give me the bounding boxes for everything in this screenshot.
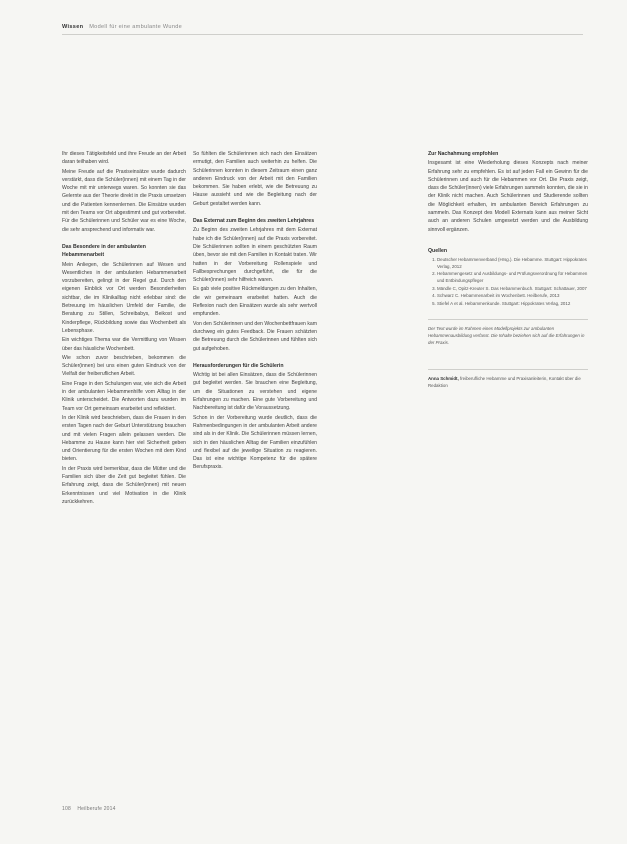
header-subtitle: Modell für eine ambulante Wunde [89,24,183,30]
publication-name: Heilberufe 2014 [77,806,116,812]
section-label: Wissen [62,24,84,30]
subheading: Herausforderungen für die Schülerin [193,362,284,369]
subheading: Das Externat zum Beginn des zweiten Lehrjahres [193,218,315,225]
column-1 [62,150,186,507]
running-header [62,24,182,30]
author-box [428,369,588,390]
subheading: Zur Nachahmung empfohlen [428,151,499,157]
page-number: 108 [62,806,71,812]
sources-heading: Quellen [428,247,448,254]
header-rule [62,34,583,35]
source-item: 5. Stiefel A et al. Hebammenkunde. Stuttgart: Hippokrates Verlag, 2012 [437,301,588,308]
paragraph: Ein wichtiges Thema war die Vermittlung von Wissen über das häusliche Wochenbett. [62,337,186,352]
paragraph: Wichtig ist bei allen Einsätzen, dass die Schülerinnen gut begleitet werden. Sie brauchen eine Begleitung, um die Situationen zu verstehen und eigene Erfahrungen zu machen. Eine gute Vorbereitung und Nachbereitung ist dafür die Voraussetzung. [193,372,317,412]
subheading: Das Besondere in der ambulanten Hebammenarbeit [62,243,146,259]
paragraph: Es gab viele positive Rückmeldungen zu den Inhalten, die wir gemeinsam erarbeitet hatten. Auch die Reflexion nach den Einsätzen wurde als sehr wertvoll empfunden. [193,286,317,318]
page-footer [62,806,116,812]
paragraph: Zu Beginn des zweiten Lehrjahres mit dem Externat habe ich die Schüler(innen) auf die Praxis vorbereitet. Die Schülerinnen sollten in einem geschützten Raum üben, bevor sie mit den Familien in Kontakt traten. Wir hatten in der Vorbereitung Rollenspiele und Fallbesprechungen durchgeführt, die für die Schüler(innen) sehr hilfreich waren. [193,227,317,284]
source-item: 4. Schwarz C. Hebammenarbeit im Wochenbett. Heilberufe, 2013 [437,293,588,300]
paragraph: So fühlten die Schülerinnen sich nach den Einsätzen ermutigt, den Familien auch weiterhin zu helfen. Die Schülerinnen konnten in diesem Zeitraum einen ganz anderen Eindruck von der Arbeit mit den Familien bekommen. Sie haben erlebt, wie die Betreuung zu Hause aussieht und wie die Begleitung nach der Geburt gestaltet werden kann. [193,151,317,207]
source-item: 3. Mändle C, Opitz-Kreuter S. Das Hebammenbuch. Stuttgart: Schattauer, 2007 [437,286,588,293]
author-description: freiberufliche Hebamme und Praxisanleiterin, Kontakt über die Redaktion [428,375,581,388]
column-2 [193,150,317,473]
paragraph: In der Praxis wird bemerkbar, dass die Mütter und die Familien sich über die Zeit gut begleitet fühlen. Die Erfahrung zeigt, dass die Schüler(innen) mit neuen Erkenntnissen und viel Motivation in die Klinik zurückkehren. [62,465,186,505]
paragraph: Wie schon zuvor beschrieben, bekommen die Schüler(innen) bei uns einen guten Eindruck von der Vielfalt der freiberuflichen Arbeit. [62,354,186,378]
paragraph: Schon in der Vorbereitung wurde deutlich, dass die Rahmenbedingungen in der ambulanten Arbeit andere sind als in der Klinik. Die Schülerinnen müssen lernen, sich in den häuslichen Alltag der Familien einzufühlen und flexibel auf die jeweilige Situation zu reagieren. Das ist eine wichtige Kompetenz für die spätere Berufspraxis. [193,414,317,471]
paragraph: Meine Freude auf die Praxiseinsätze wurde dadurch verstärkt, dass die Schüler(innen) mit einem Tag in der Woche mit mir unterwegs waren. So konnten sie das Gelernte aus der Theorie direkt in die Praxis umsetzen und die Patienten kennenlernen. Die Einsätze wurden mit den Teams vor Ort abgestimmt und gut vorbereitet. Für die Schülerinnen und Schüler war es eine Woche, die sehr ansprechend und informativ war. [62,168,186,233]
source-item: 2. Hebammengesetz und Ausbildungs- und Prüfungsverordnung für Hebammen und Entbindungspfleger [437,271,588,284]
column-3 [428,150,588,389]
author-name: Anna Schmidt, [428,375,459,381]
paragraph: In der Klinik wird beschrieben, dass die Frauen in den ersten Tagen nach der Geburt Unterstützung brauchen und mit vielen Fragen allein gelassen werden. Die Hebamme zu Hause kann hier viel Sicherheit geben und Orientierung für die ersten Wochen mit dem Kind bieten. [62,414,186,463]
editorial-note: Der Text wurde im Rahmen eines Modellprojekts zur ambulanten Hebammenausbildung verfasst. Die Inhalte beziehen sich auf die Erfahrungen in der Praxis. [428,319,588,346]
paragraph: Von den Schülerinnen und den Wochenbettfrauen kam durchweg ein gutes Feedback. Die Frauen schätzten die Betreuung durch die Schülerinnen und fühlten sich gut aufgehoben. [193,320,317,352]
paragraph: Mein Anliegen, die Schülerinnen auf Wesen und Wesentliches in der ambulanten Hebammenarbeit vorzubereiten, gelingt in der Regel gut. Durch den eigenen Einblick vor Ort werden Besonderheiten sichtbar, die im Klinikalltag nicht erlebbar sind: die Betreuung im häuslichen Umfeld der Familie, die Beratung zu Stillen, Schreibabys, Beikost und Kinderpflege, Rückbildung sowie das Wochenbett als Lebensphase. [62,261,186,334]
paragraph: Eine Frage in den Schulungen war, wie sich die Arbeit in der ambulanten Hebammenhilfe vom Alltag in der Klinik unterscheidet. Die Antworten dazu wurden im Team vor Ort gemeinsam erarbeitet und reflektiert. [62,380,186,412]
paragraph: Insgesamt ist eine Wiederholung dieses Konzepts nach meiner Erfahrung sehr zu empfehlen. Es ist auf jeden Fall ein Gewinn für die Schülerinnen und auch für die Hebammen vor Ort. Die Praxis zeigt, dass die Schüler(innen) viele Erfahrungen sammeln konnten, die sie in der Klinik nicht machen. Auch Schülerinnen und Studierende sollten die Möglichkeit erhalten, im ambulanten Bereich Erfahrungen zu sammeln. Das Konzept des Modell Externats kann aus meiner Sicht auch an anderen Schulen umgesetzt werden und die Ausbildung sinnvoll ergänzen. [428,160,588,233]
source-item: 1. Deutscher Hebammenverband (Hrsg.). Die Hebamme. Stuttgart: Hippokrates Verlag, 2012 [437,257,588,270]
sources-list [428,257,588,307]
paragraph: Ihr dieses Tätigkeitsfeld und ihre Freude an der Arbeit daran teilhaben wird. [62,151,186,166]
